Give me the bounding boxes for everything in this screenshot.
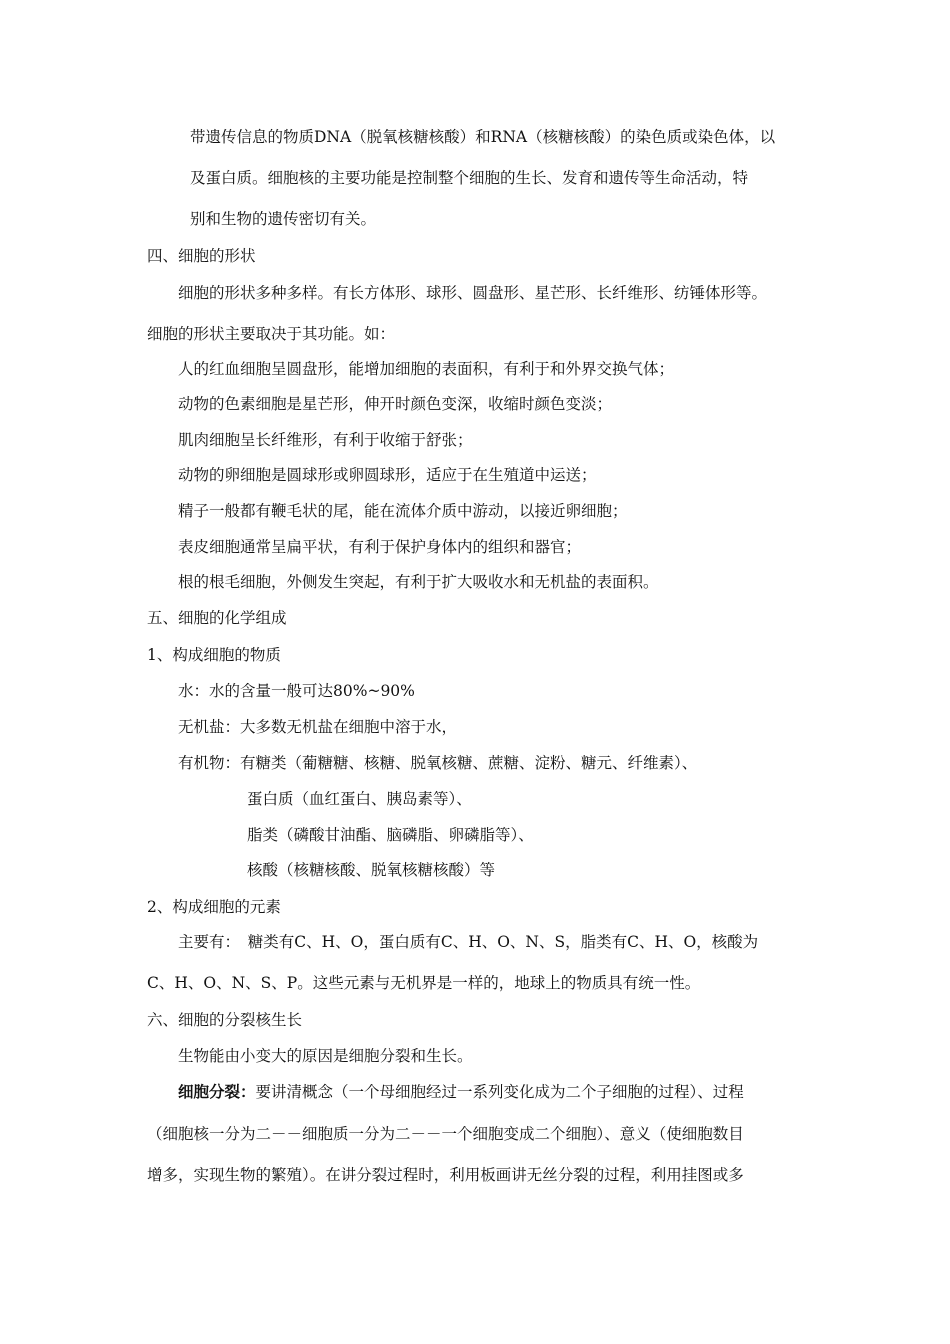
text-line: 有机物：有糖类（葡糖糖、核糖、脱氧核糖、蔗糖、淀粉、糖元、纤维素）、 bbox=[178, 754, 698, 772]
subsection-heading: 2、构成细胞的元素 bbox=[147, 898, 281, 916]
text-line: C、H、O、N、S、P。这些元素与无机界是一样的，地球上的物质具有统一性。 bbox=[147, 974, 701, 992]
section-heading: 五、细胞的化学组成 bbox=[147, 609, 287, 627]
text-line: 水：水的含量一般可达80%~90% bbox=[178, 682, 415, 700]
text-line: 主要有： 糖类有C、H、O，蛋白质有C、H、O、N、S，脂类有C、H、O，核酸为 bbox=[178, 933, 759, 951]
text-line: 及蛋白质。细胞核的主要功能是控制整个细胞的生长、发育和遗传等生命活动，特 bbox=[190, 169, 749, 187]
text-line: 脂类（磷酸甘油酯、脑磷脂、卵磷脂等）、 bbox=[247, 826, 534, 844]
text-line: （细胞核一分为二－－细胞质一分为二－－一个细胞变成二个细胞）、意义（使细胞数目 bbox=[147, 1125, 744, 1143]
text-line: 表皮细胞通常呈扁平状，有利于保护身体内的组织和器官； bbox=[178, 538, 582, 556]
text-line: 蛋白质（血红蛋白、胰岛素等）、 bbox=[247, 790, 472, 808]
text-line: 带遗传信息的物质DNA（脱氧核糖核酸）和RNA（核糖核酸）的染色质或染色体，以 bbox=[190, 128, 776, 146]
text-run: 要讲清概念（一个母细胞经过一系列变化成为二个子细胞的过程）、过程 bbox=[255, 1083, 744, 1101]
text-line: 细胞的形状多种多样。有长方体形、球形、圆盘形、星芒形、长纤维形、纺锤体形等。 bbox=[178, 284, 768, 302]
text-line: 肌肉细胞呈长纤维形，有利于收缩于舒张； bbox=[178, 431, 473, 449]
text-line: 增多，实现生物的繁殖）。在讲分裂过程时，利用板画讲无丝分裂的过程，利用挂图或多 bbox=[147, 1166, 744, 1184]
text-line: 细胞的形状主要取决于其功能。如： bbox=[147, 325, 396, 343]
text-line: 人的红血细胞呈圆盘形，能增加细胞的表面积，有利于和外界交换气体； bbox=[178, 360, 675, 378]
bold-term: 细胞分裂： bbox=[178, 1082, 256, 1101]
text-line: 别和生物的遗传密切有关。 bbox=[190, 210, 377, 228]
text-line: 生物能由小变大的原因是细胞分裂和生长。 bbox=[178, 1047, 473, 1065]
text-line: 动物的色素细胞是星芒形，伸开时颜色变深，收缩时颜色变淡； bbox=[178, 395, 613, 413]
section-heading: 四、细胞的形状 bbox=[147, 247, 256, 265]
text-line: 精子一般都有鞭毛状的尾，能在流体介质中游动，以接近卵细胞； bbox=[178, 502, 628, 520]
subsection-heading: 1、构成细胞的物质 bbox=[147, 646, 281, 664]
text-line: 无机盐：大多数无机盐在细胞中溶于水， bbox=[178, 718, 458, 736]
section-heading: 六、细胞的分裂核生长 bbox=[147, 1011, 303, 1029]
text-line: 核酸（核糖核酸、脱氧核糖核酸）等 bbox=[247, 861, 496, 879]
text-line: 动物的卵细胞是圆球形或卵圆球形，适应于在生殖道中运送； bbox=[178, 466, 597, 484]
text-line: 根的根毛细胞，外侧发生突起，有利于扩大吸收水和无机盐的表面积。 bbox=[178, 573, 659, 591]
text-line bbox=[178, 1082, 744, 1102]
